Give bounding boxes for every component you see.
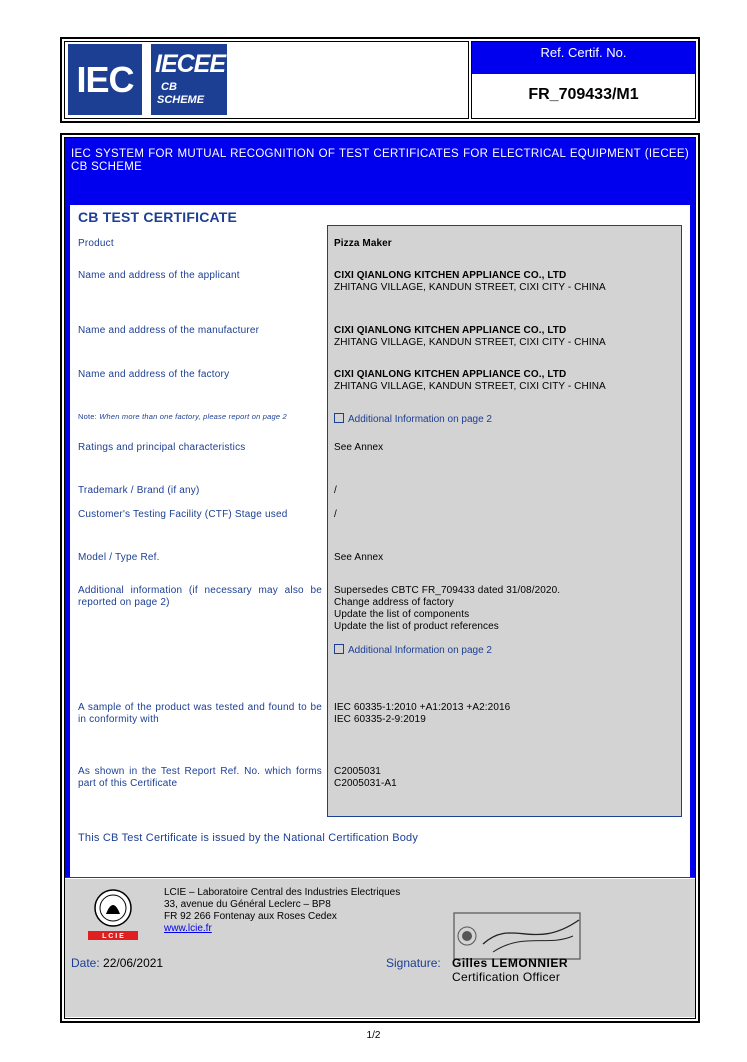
value-standard: IEC 60335-2-9:2019: [334, 714, 426, 725]
label-manufacturer: Name and address of the manufacturer: [78, 325, 260, 336]
label-factory: Name and address of the factory: [78, 369, 230, 380]
label-test-report: As shown in the Test Report Ref. No. which forms part of this Certificate: [78, 766, 322, 789]
value-trademark: /: [334, 485, 337, 496]
label-additional-info: Additional information (if necessary may also be reported on page 2): [78, 585, 322, 608]
issue-date: [71, 956, 163, 970]
checkbox-icon[interactable]: [334, 644, 344, 654]
lcie-logo-icon: [88, 886, 138, 940]
value-manufacturer-name: CIXI QIANLONG KITCHEN APPLIANCE CO., LTD: [334, 325, 567, 336]
scheme-banner: IEC SYSTEM FOR MUTUAL RECOGNITION OF TEST CERTIFICATES FOR ELECTRICAL EQUIPMENT (IECEE) CB SCHEME: [65, 138, 695, 205]
certificate-title: CB TEST CERTIFICATE: [78, 209, 238, 225]
iecee-logo-cb: CB: [161, 81, 177, 93]
lcie-line: LCIE – Laboratoire Central des Industries Electriques: [164, 887, 401, 898]
value-applicant-address: ZHITANG VILLAGE, KANDUN STREET, CIXI CITY - CHINA: [334, 282, 606, 293]
factory-note: [78, 411, 322, 423]
label-model: Model / Type Ref.: [78, 552, 160, 563]
checkbox-icon[interactable]: [334, 413, 344, 423]
values-panel: [327, 225, 682, 817]
date-value: 22/06/2021: [103, 956, 164, 970]
value-model: See Annex: [334, 552, 384, 563]
value-ctf: /: [334, 509, 337, 520]
note-text: When more than one factory, please report on page 2: [99, 412, 287, 421]
company-stamp: [453, 912, 581, 960]
signature-label: Signature:: [386, 956, 441, 970]
checkbox-label: Additional Information on page 2: [348, 414, 492, 425]
note-prefix: Note:: [78, 412, 97, 421]
signatory-name: Gilles LEMONNIER: [452, 956, 569, 970]
checkbox-label: Additional Information on page 2: [348, 645, 492, 656]
right-border-band: [690, 205, 695, 877]
signatory-role: Certification Officer: [452, 970, 561, 984]
iecee-logo-text: IECEE: [155, 50, 226, 78]
value-report-ref: C2005031-A1: [334, 778, 397, 789]
lcie-website-link[interactable]: www.lcie.fr: [164, 923, 212, 934]
value-product: Pizza Maker: [334, 238, 392, 249]
iec-logo: IEC: [68, 44, 142, 115]
label-conformity: A sample of the product was tested and found to be in conformity with: [78, 702, 322, 725]
date-label: Date:: [71, 956, 100, 970]
left-border-band: [65, 205, 70, 877]
additional-info-checkbox-2[interactable]: [334, 644, 492, 657]
value-factory-address: ZHITANG VILLAGE, KANDUN STREET, CIXI CITY - CHINA: [334, 381, 606, 392]
value-factory-name: CIXI QIANLONG KITCHEN APPLIANCE CO., LTD: [334, 369, 567, 380]
lcie-line: FR 92 266 Fontenay aux Roses Cedex: [164, 911, 337, 922]
additional-info-checkbox-1[interactable]: [334, 413, 492, 426]
value-ratings: See Annex: [334, 442, 384, 453]
value-additional-line: Update the list of product references: [334, 621, 499, 632]
value-report-ref: C2005031: [334, 766, 381, 777]
divider: [65, 877, 695, 878]
lcie-address: [164, 887, 400, 935]
value-applicant-name: CIXI QIANLONG KITCHEN APPLIANCE CO., LTD: [334, 270, 567, 281]
value-additional-line: Change address of factory: [334, 597, 454, 608]
page-number: 1/2: [366, 1030, 381, 1041]
lcie-logo-text: L C I E: [102, 933, 124, 940]
label-trademark: Trademark / Brand (if any): [78, 485, 200, 496]
iecee-logo: [151, 44, 227, 115]
label-ratings: Ratings and principal characteristics: [78, 442, 246, 453]
label-product: Product: [78, 238, 114, 249]
value-additional-line: Supersedes CBTC FR_709433 dated 31/08/2020.: [334, 585, 561, 596]
iecee-logo-scheme: SCHEME: [157, 94, 205, 106]
ref-number: FR_709433/M1: [528, 86, 639, 103]
value-additional-line: Update the list of components: [334, 609, 470, 620]
value-manufacturer-address: ZHITANG VILLAGE, KANDUN STREET, CIXI CITY - CHINA: [334, 337, 606, 348]
label-applicant: Name and address of the applicant: [78, 270, 240, 281]
label-ctf: Customer's Testing Facility (CTF) Stage used: [78, 509, 288, 520]
value-standard: IEC 60335-1:2010 +A1:2013 +A2:2016: [334, 702, 511, 713]
ref-label: Ref. Certif. No.: [472, 42, 695, 74]
lcie-line: 33, avenue du Général Leclerc – BP8: [164, 899, 331, 910]
issued-by-statement: This CB Test Certificate is issued by the National Certification Body: [78, 832, 419, 844]
